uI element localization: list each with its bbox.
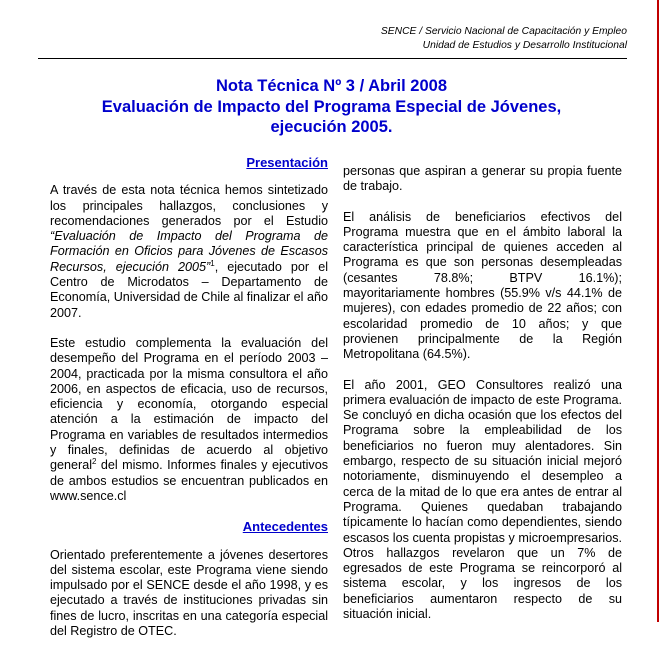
footnote-ref-1: 1 — [210, 258, 215, 268]
page-edge-line — [657, 0, 659, 622]
text-run: A través de esta nota técnica hemos sintetizado los principales hallazgos, conclusiones y recomendaciones generados por el Estudio — [50, 183, 328, 228]
text-run: del mismo. Informes finales y ejecutivos de ambos estudios se encuentran publicados en www.sence.cl — [50, 458, 328, 503]
footnote-ref-2: 2 — [92, 457, 97, 467]
section-heading-presentacion: Presentación — [246, 155, 328, 170]
section-heading-antecedentes: Antecedentes — [242, 519, 328, 535]
title-line-3: ejecución 2005. — [270, 118, 393, 136]
right-paragraph-1: personas que aspiran a generar su propia fuente de trabajo. — [343, 164, 622, 194]
title-line-1: Nota Técnica Nº 3 / Abril 2008 — [216, 77, 447, 95]
antecedentes-paragraph-1: Orientado preferentemente a jóvenes desertores del sistema escolar, este Programa viene siendo impulsado por el SENCE desde el año 1998, y es ejecutado a través de instituciones privadas sin fines de lucro, inscritas en una categoría especial del Registro de OTEC. — [50, 547, 328, 639]
text-run: Este estudio complementa la evaluación del desempeño del Programa en el período 2003 – 2004, practicada por la misma consultora el año 2006, en aspectos de eficacia, uso de recursos, eficiencia y economía, otorgando especial atención a la estimación de impacto del Programa en variables de resultados intermedios y finales, definidas de acuerdo al objetivo general — [50, 335, 328, 473]
right-column — [343, 164, 622, 637]
text-run: , ejecutado por el Centro de Microdatos – Departamento de Economía, Universidad de Chile al finalizar el año 2007. — [50, 259, 328, 320]
left-column — [50, 155, 328, 654]
right-paragraph-2: El análisis de beneficiarios efectivos del Programa muestra que en el ámbito laboral la característica principal de quienes acceden al Programa es que son personas desempleadas (cesantes 78.8%; BTPV 16.1%); mayoritariamente hombres (55.9% v/s 44.1% de mujeres), con edades promedio de 22 años; con escolaridad promedio de 10 años; y que provienen principalmente de la Región Metropolitana (64.5%). — [343, 209, 622, 362]
header-organization: SENCE / Servicio Nacional de Capacitación y Empleo — [380, 26, 627, 37]
presentacion-paragraph-1 — [50, 183, 328, 321]
presentacion-paragraph-2 — [50, 336, 328, 504]
title-line-2: Evaluación de Impacto del Programa Especial de Jóvenes, — [101, 97, 562, 116]
header-unit: Unidad de Estudios y Desarrollo Institucional — [422, 40, 627, 51]
header-divider — [38, 58, 627, 59]
document-header — [381, 25, 627, 53]
right-paragraph-3: El año 2001, GEO Consultores realizó una primera evaluación de impacto de este Programa. Se concluyó en dicha ocasión que los efectos del Programa sobre la empleabilidad de los beneficiarios no fueron muy alentadores. Sin embargo, respecto de su situación inicial mejoró notoriamente, disminuyendo el desempleo a cerca de la mitad de lo que era antes de entrar al Programa. Quienes quedaban trabajando típicamente lo hacían como dependientes, siendo escasos los cuenta propistas y microempresarios. Otros hallazgos revelaron que un 7% de egresados de este Programa se reincorporó al sistema escolar, y los ingresos de los beneficiarios aumentaron respecto de su situación inicial. — [343, 377, 622, 622]
document-title — [40, 76, 623, 138]
study-title-italic: “Evaluación de Impacto del Programa de Formación en Oficios para Jóvenes de Escasos Recursos, ejecución 2005” — [50, 229, 328, 274]
